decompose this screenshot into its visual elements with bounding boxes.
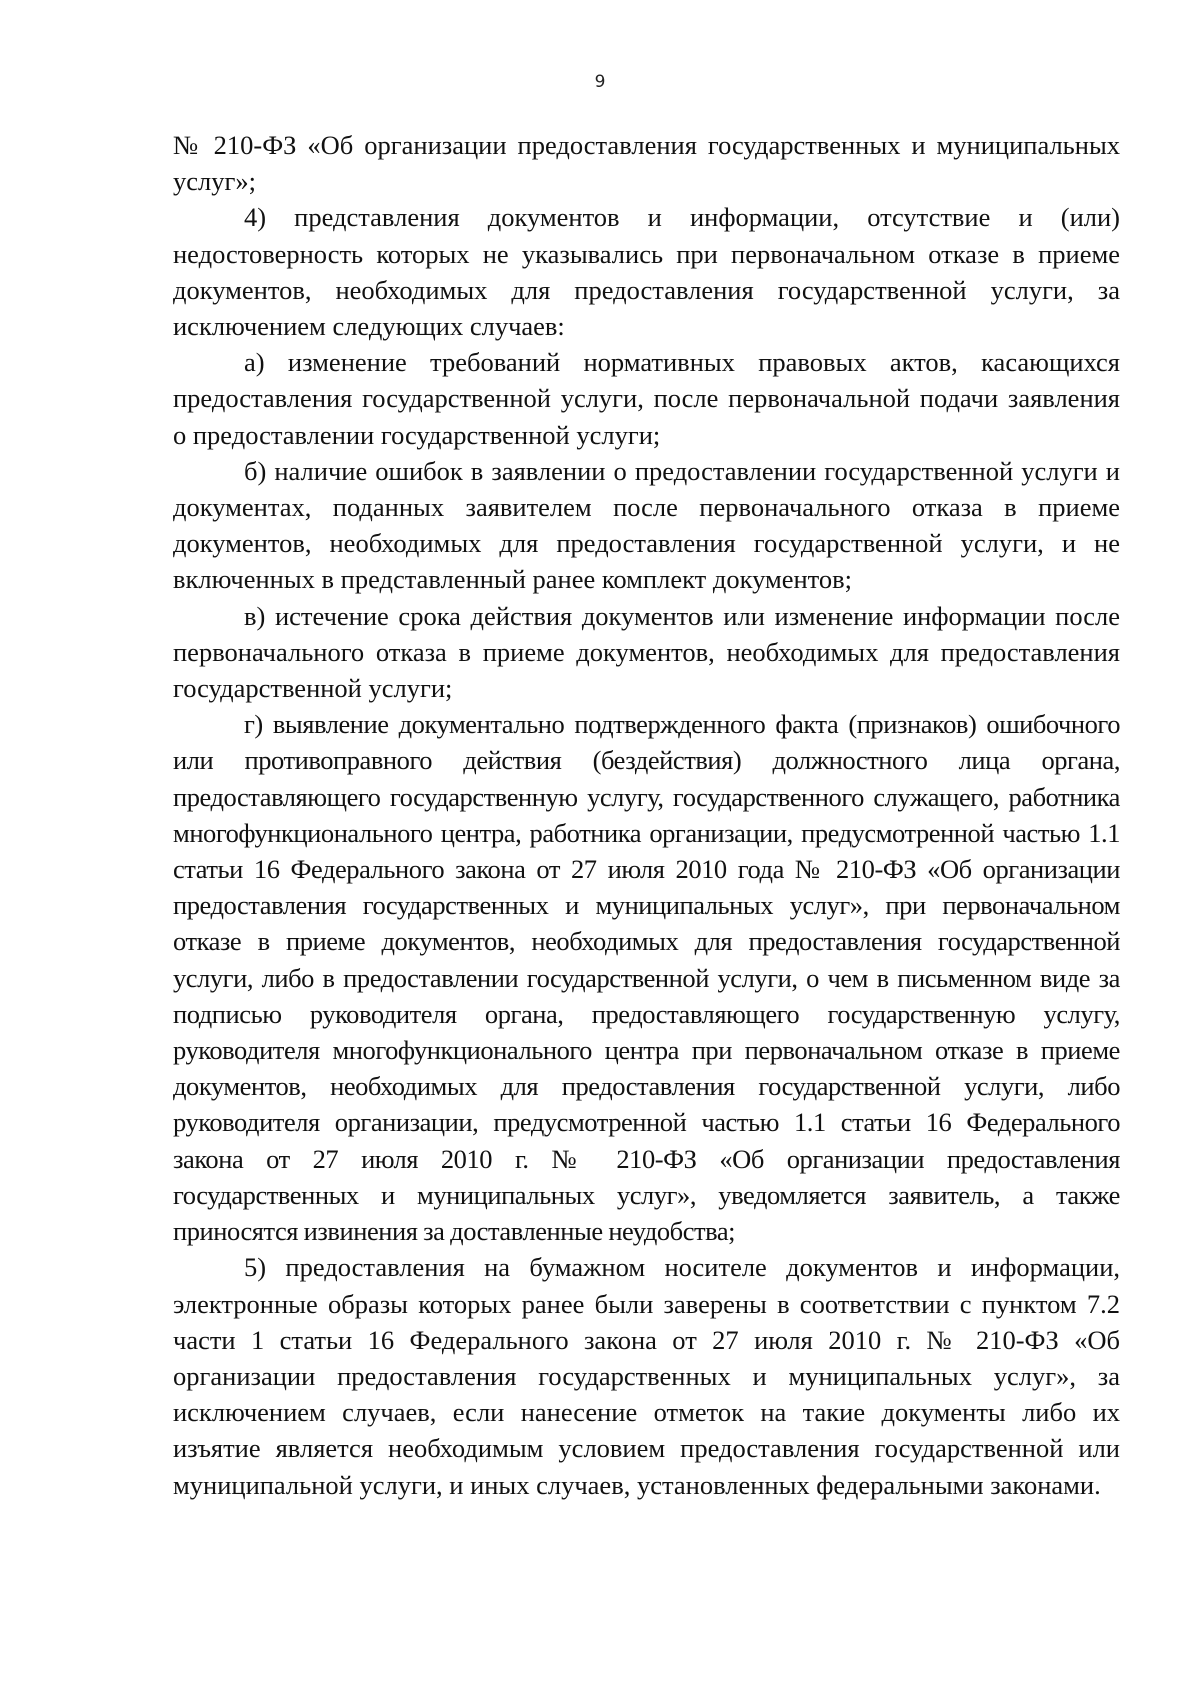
paragraph-subitem-a: а) изменение требований нормативных правовых актов, касающихся предоставления государственной услуги, после первоначальной подачи заявления о предоставлении государственной услуги; — [173, 347, 1120, 450]
paragraph-subitem-g: г) выявление документально подтвержденного факта (признаков) ошибочного или противоправного действия (бездействия) должностного лица органа, предоставляющего государственную услугу, государственного служащего, работника многофункционального центра, работника организации, предусмотренной частью 1.1 статьи 16 Федерального закона от 27 июля 2010 года № 210-ФЗ «Об организации предоставления государственных и муниципальных услуг», при первоначальном отказе в приеме документов, необходимых для предоставления государственной услуги, либо в предоставлении государственной услуги, о чем в письменном виде за подписью руководителя органа, предоставляющего государственную услугу, руководителя многофункционального центра при первоначальном отказе в приеме документов, необходимых для предоставления государственной услуги, либо руководителя организации, предусмотренной частью 1.1 статьи 16 Федерального закона от 27 июля 2010 г. № 210-ФЗ «Об организации предоставления государственных и муниципальных услуг», уведомляется заявитель, а также приносятся извинения за доставленные неудобства; — [173, 709, 1120, 1247]
paragraph-continuation: № 210-ФЗ «Об организации предоставления государственных и муниципальных услуг»; — [173, 130, 1120, 197]
paragraph-item-5: 5) предоставления на бумажном носителе документов и информации, электронные образы которых ранее были заверены в соответствии с пунктом 7.2 части 1 статьи 16 Федерального закона от 27 июля 2010 г. № 210-ФЗ «Об организации предоставления государственных и муниципальных услуг», за исключением случаев, если нанесение отметок на такие документы либо их изъятие является необходимым условием предоставления государственной или муниципальной услуги, и иных случаев, установленных федеральными законами. — [173, 1252, 1120, 1500]
paragraph-subitem-v: в) истечение срока действия документов или изменение информации после первоначального отказа в приеме документов, необходимых для предоставления государственной услуги; — [173, 600, 1120, 704]
paragraph-item-4: 4) представления документов и информации, отсутствие и (или) недостоверность которых не указывались при первоначальном отказе в приеме документов, необходимых для предоставления государственной услуги, за исключением следующих случаев: — [173, 202, 1120, 342]
document-body — [173, 127, 1120, 1503]
paragraph-subitem-b: б) наличие ошибок в заявлении о предоставлении государственной услуги и документах, поданных заявителем после первоначального отказа в приеме документов, необходимых для предоставления государственной услуги, и не включенных в представленный ранее комплект документов; — [173, 455, 1120, 595]
page-number: 9 — [594, 72, 606, 92]
